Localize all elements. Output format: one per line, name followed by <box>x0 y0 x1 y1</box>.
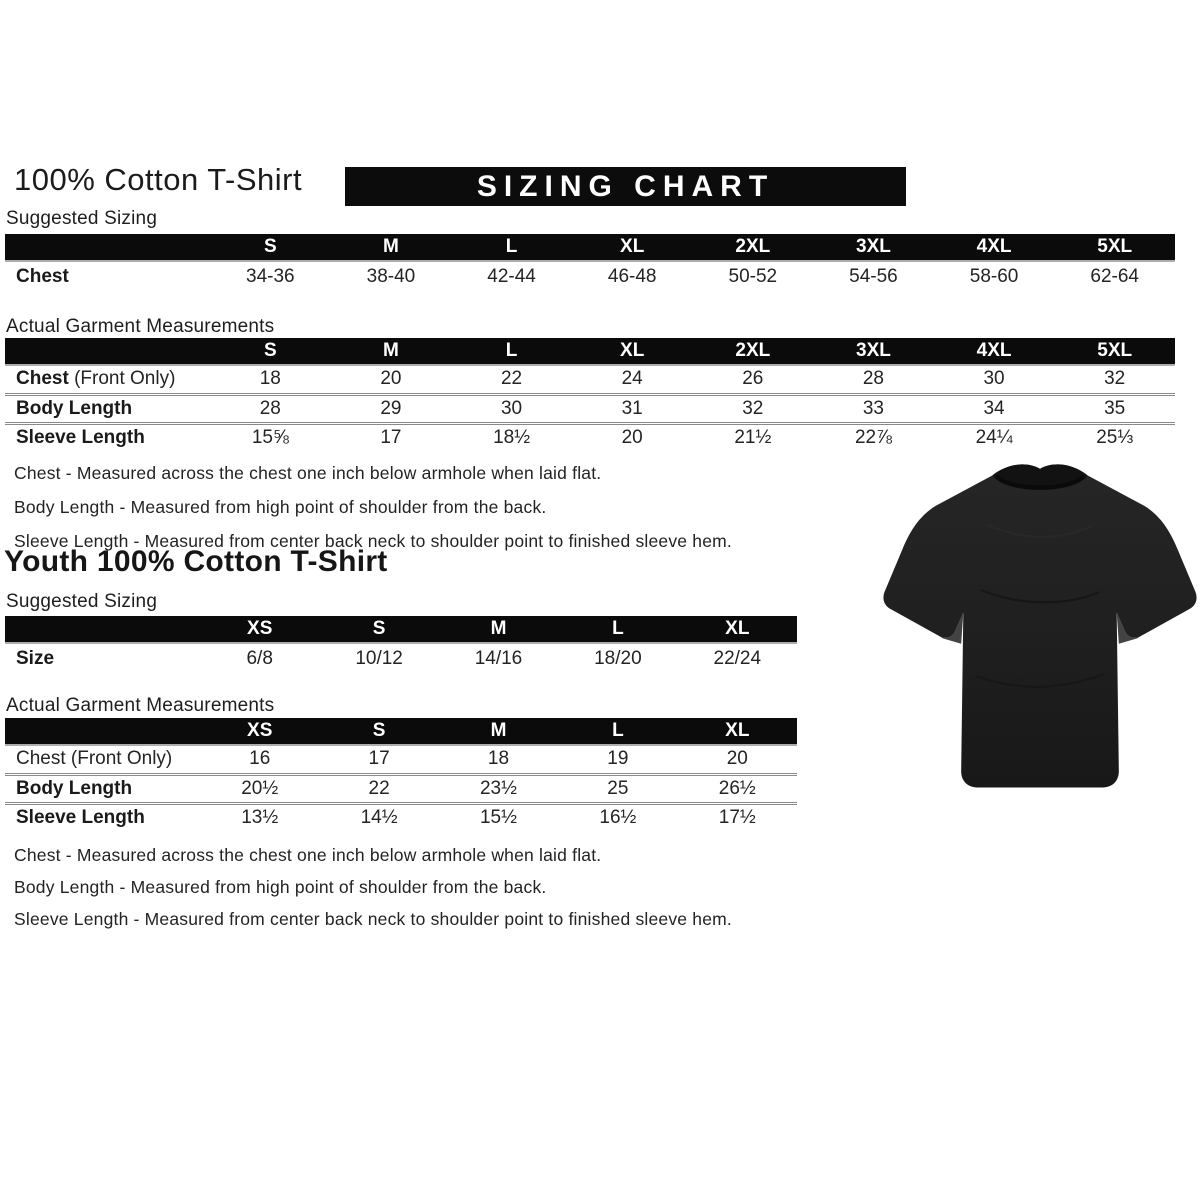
measurement-value: 6/8 <box>200 643 319 673</box>
measurement-value: 28 <box>210 394 331 423</box>
measurement-value: 20 <box>572 423 693 452</box>
measurement-value: 34-36 <box>210 261 331 291</box>
measurement-value: 17 <box>319 745 438 774</box>
measurement-value: 22 <box>451 365 572 394</box>
measurement-value: 25 <box>558 774 677 803</box>
size-column-header: M <box>331 338 452 365</box>
size-column-header: L <box>451 338 572 365</box>
size-column-header: XL <box>572 234 693 261</box>
size-column-header: 5XL <box>1054 234 1175 261</box>
measurement-value: 24¼ <box>934 423 1055 452</box>
measurement-value: 46-48 <box>572 261 693 291</box>
size-column-header: XL <box>678 616 797 643</box>
size-column-header: L <box>558 616 677 643</box>
table-row <box>5 774 797 803</box>
youth-title: Youth 100% Cotton T-Shirt <box>4 545 388 578</box>
measurement-value: 26 <box>693 365 814 394</box>
size-column-header: 2XL <box>693 234 814 261</box>
measurement-value: 31 <box>572 394 693 423</box>
header-label-spacer <box>5 718 200 745</box>
measurement-value: 54-56 <box>813 261 934 291</box>
row-label: Chest (Front Only) <box>5 365 210 394</box>
measurement-value: 50-52 <box>693 261 814 291</box>
measurement-value: 16½ <box>558 803 677 832</box>
measurement-value: 16 <box>200 745 319 774</box>
size-column-header: 5XL <box>1054 338 1175 365</box>
youth-actual-measurements-table <box>5 718 797 832</box>
measurement-value: 20 <box>331 365 452 394</box>
measurement-value: 22/24 <box>678 643 797 673</box>
measurement-value: 22⅞ <box>813 423 934 452</box>
measurement-value: 23½ <box>439 774 558 803</box>
table-row <box>5 803 797 832</box>
measurement-note: Sleeve Length - Measured from center back neck to shoulder point to finished sleeve hem. <box>14 531 732 551</box>
table-row <box>5 423 1175 452</box>
header-label-spacer <box>5 338 210 365</box>
sizing-chart-banner <box>345 167 906 206</box>
size-column-header: M <box>331 234 452 261</box>
size-column-header: 2XL <box>693 338 814 365</box>
header-label-spacer <box>5 616 200 643</box>
measurement-value: 26½ <box>678 774 797 803</box>
measurement-value: 17 <box>331 423 452 452</box>
measurement-value: 15⅝ <box>210 423 331 452</box>
youth-suggested-sizing-label: Suggested Sizing <box>6 591 158 612</box>
adult-title: 100% Cotton T-Shirt <box>14 162 303 197</box>
size-column-header: 4XL <box>934 338 1055 365</box>
measurement-value: 22 <box>319 774 438 803</box>
measurement-value: 18 <box>210 365 331 394</box>
youth-measurement-notes <box>14 842 732 938</box>
table-row <box>5 745 797 774</box>
measurement-value: 13½ <box>200 803 319 832</box>
measurement-note: Body Length - Measured from high point of shoulder from the back. <box>14 497 547 517</box>
table-row <box>5 365 1175 394</box>
adult-suggested-sizing-table <box>5 234 1175 291</box>
measurement-value: 35 <box>1054 394 1175 423</box>
measurement-value: 18½ <box>451 423 572 452</box>
measurement-value: 15½ <box>439 803 558 832</box>
size-column-header: 3XL <box>813 234 934 261</box>
row-label: Size <box>5 643 200 673</box>
measurement-value: 24 <box>572 365 693 394</box>
youth-actual-measurements-label: Actual Garment Measurements <box>6 695 275 716</box>
table-header-row <box>5 718 797 745</box>
measurement-value: 29 <box>331 394 452 423</box>
row-label: Body Length <box>5 774 200 803</box>
measurement-value: 62-64 <box>1054 261 1175 291</box>
table-header-row <box>5 234 1175 261</box>
row-label: Chest <box>5 261 210 291</box>
size-column-header: 3XL <box>813 338 934 365</box>
measurement-value: 10/12 <box>319 643 438 673</box>
size-column-header: 4XL <box>934 234 1055 261</box>
tshirt-body <box>883 464 1196 787</box>
tshirt-image <box>878 458 1200 808</box>
size-column-header: S <box>210 234 331 261</box>
size-column-header: S <box>210 338 331 365</box>
adult-actual-measurements-table <box>5 338 1175 452</box>
measurement-value: 17½ <box>678 803 797 832</box>
row-label: Body Length <box>5 394 210 423</box>
adult-suggested-sizing-label: Suggested Sizing <box>6 208 158 229</box>
measurement-value: 19 <box>558 745 677 774</box>
measurement-value: 32 <box>693 394 814 423</box>
youth-suggested-sizing-table <box>5 616 797 673</box>
measurement-value: 42-44 <box>451 261 572 291</box>
black-tshirt-photo <box>878 458 1200 808</box>
measurement-value: 38-40 <box>331 261 452 291</box>
table-row <box>5 394 1175 423</box>
size-column-header: M <box>439 718 558 745</box>
row-label: Chest (Front Only) <box>5 745 200 774</box>
adult-actual-measurements-label: Actual Garment Measurements <box>6 316 275 337</box>
size-column-header: XL <box>678 718 797 745</box>
size-column-header: L <box>558 718 677 745</box>
row-label: Sleeve Length <box>5 803 200 832</box>
measurement-value: 32 <box>1054 365 1175 394</box>
size-column-header: M <box>439 616 558 643</box>
measurement-value: 14/16 <box>439 643 558 673</box>
measurement-value: 34 <box>934 394 1055 423</box>
sizing-chart-banner-text: SIZING CHART <box>476 169 775 203</box>
table-header-row <box>5 616 797 643</box>
header-label-spacer <box>5 234 210 261</box>
size-column-header: XL <box>572 338 693 365</box>
measurement-value: 21½ <box>693 423 814 452</box>
measurement-note: Body Length - Measured from high point of shoulder from the back. <box>14 877 547 897</box>
measurement-value: 58-60 <box>934 261 1055 291</box>
size-column-header: S <box>319 616 438 643</box>
measurement-value: 30 <box>934 365 1055 394</box>
measurement-value: 30 <box>451 394 572 423</box>
size-column-header: XS <box>200 718 319 745</box>
size-column-header: XS <box>200 616 319 643</box>
measurement-value: 20½ <box>200 774 319 803</box>
measurement-value: 14½ <box>319 803 438 832</box>
measurement-note: Chest - Measured across the chest one inch below armhole when laid flat. <box>14 463 602 483</box>
table-row <box>5 261 1175 291</box>
measurement-value: 25⅓ <box>1054 423 1175 452</box>
measurement-note: Chest - Measured across the chest one inch below armhole when laid flat. <box>14 845 602 865</box>
measurement-value: 18/20 <box>558 643 677 673</box>
table-header-row <box>5 338 1175 365</box>
measurement-value: 20 <box>678 745 797 774</box>
measurement-value: 28 <box>813 365 934 394</box>
size-column-header: S <box>319 718 438 745</box>
measurement-value: 18 <box>439 745 558 774</box>
row-label: Sleeve Length <box>5 423 210 452</box>
measurement-value: 33 <box>813 394 934 423</box>
size-column-header: L <box>451 234 572 261</box>
measurement-note: Sleeve Length - Measured from center back neck to shoulder point to finished sleeve hem. <box>14 909 732 929</box>
table-row <box>5 643 797 673</box>
